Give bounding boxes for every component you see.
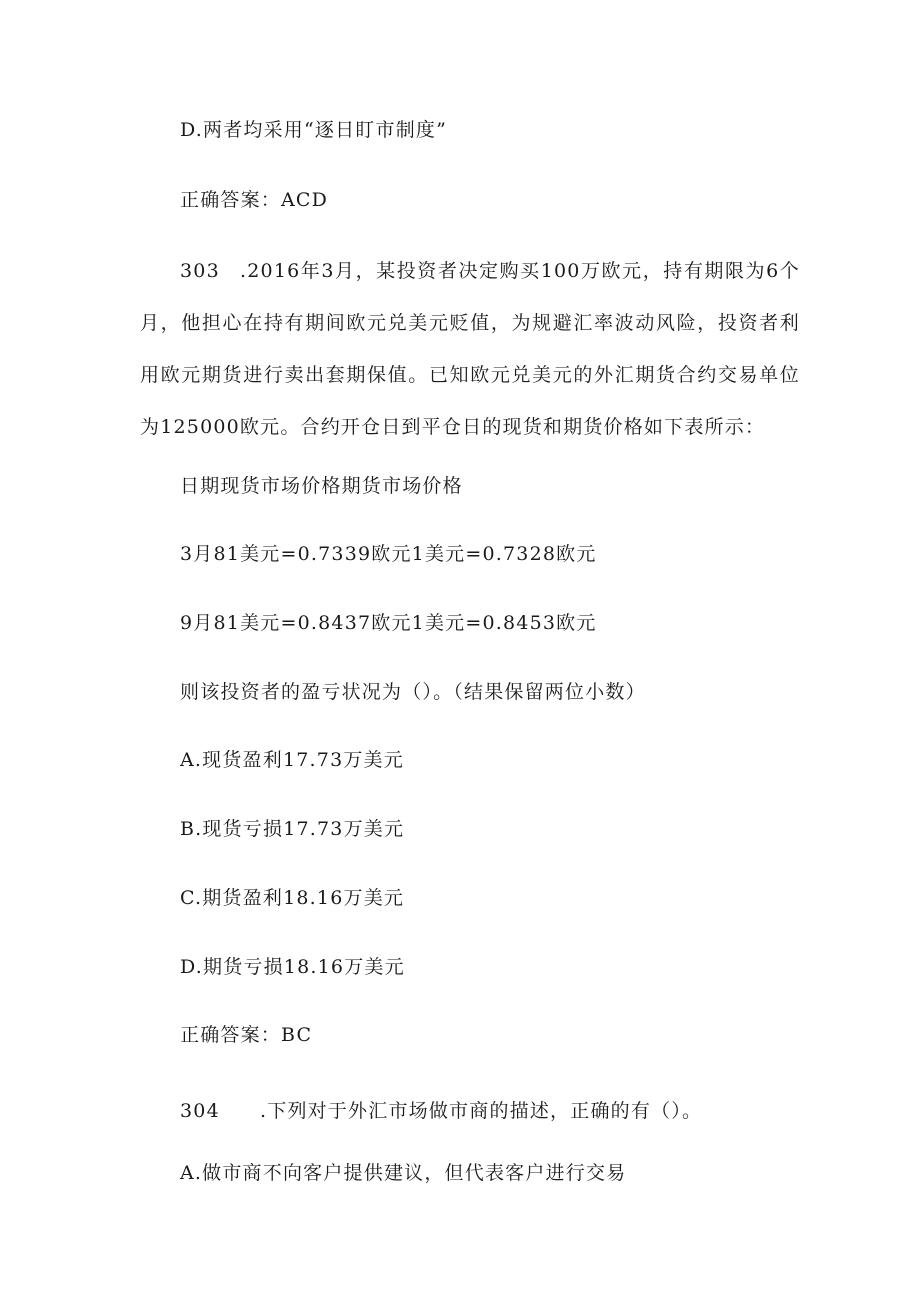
question-prompt: 则该投资者的盈亏状况为（）。（结果保留两位小数）: [180, 681, 646, 703]
table-row-september: 9月81美元=0.8437欧元1美元=0.8453欧元: [180, 612, 597, 634]
question-number: 303: [180, 260, 220, 282]
question-text: .2016年3月，某投资者决定购买100万欧元，持有期限为6个月，他担心在持有期间欧元兑美元贬值，为规避汇率波动风险，投资者利用欧元期货进行卖出套期保值。已知欧元兑美元的外汇期货合约交易单位为125000欧元。合约开仓日到平仓日的现货和期货价格如下表所示：: [140, 260, 800, 438]
table-header: 日期现货市场价格期货市场价格: [180, 475, 463, 497]
option-a: A.现货盈利17.73万美元: [180, 749, 404, 771]
table-row-march: 3月81美元=0.7339欧元1美元=0.7328欧元: [180, 543, 597, 565]
option-a: A.做市商不向客户提供建议，但代表客户进行交易: [180, 1162, 627, 1184]
question-text: .下列对于外汇市场做市商的描述，正确的有（）。: [260, 1100, 703, 1122]
question-304: [180, 1099, 702, 1123]
answer-text: 正确答案：BC: [180, 1024, 313, 1046]
option-c: C.期货盈利18.16万美元: [180, 887, 405, 909]
question-303: [140, 245, 800, 453]
option-d: D.期货亏损18.16万美元: [180, 956, 405, 978]
answer-text: 正确答案：ACD: [180, 189, 329, 211]
option-d: D.两者均采用“逐日盯市制度”: [180, 119, 448, 141]
question-number: 304: [180, 1100, 220, 1122]
option-b: B.现货亏损17.73万美元: [180, 818, 405, 840]
